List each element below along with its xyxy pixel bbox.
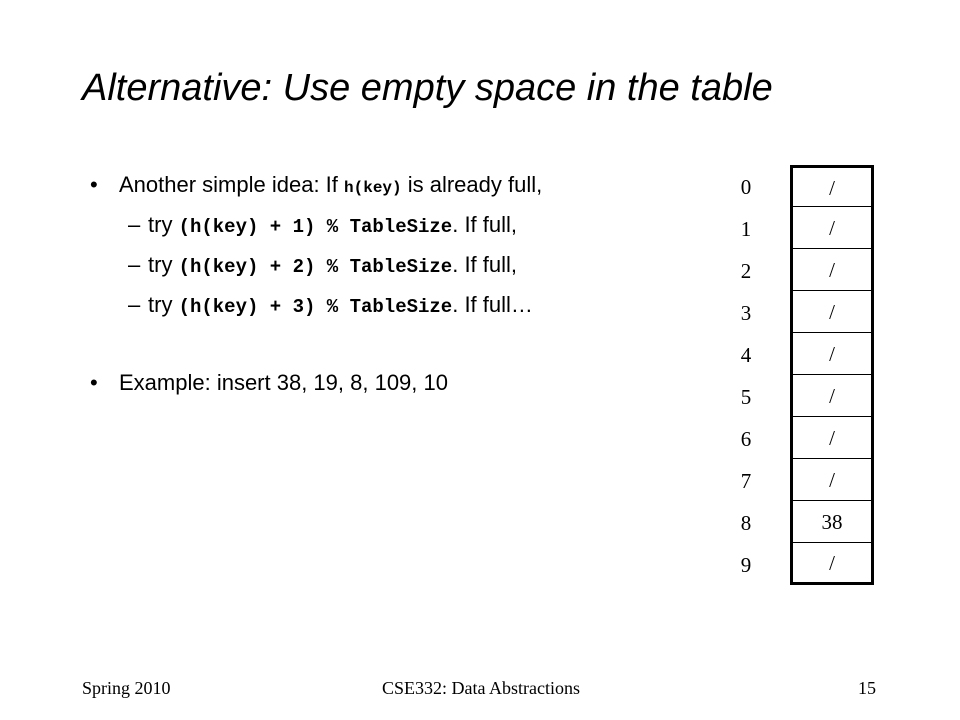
sub-suffix: . If full, <box>452 212 518 237</box>
sub-suffix: . If full, <box>452 252 518 277</box>
sub-dash: – <box>128 252 141 277</box>
bullet-prefix: Another simple idea: If <box>119 172 345 197</box>
sub-code: (h(key) + 3) % TableSize <box>178 296 453 318</box>
hash-cell: / <box>790 543 874 585</box>
footer-course: CSE332: Data Abstractions <box>382 678 580 698</box>
hash-index: 2 <box>740 259 752 283</box>
hash-index: 7 <box>740 469 752 493</box>
hash-index: 9 <box>740 553 752 577</box>
hash-index: 8 <box>740 511 752 535</box>
hash-cell: / <box>790 249 874 291</box>
hash-index: 0 <box>740 175 752 199</box>
hash-index: 6 <box>740 427 752 451</box>
bullet-dot: • <box>90 172 98 197</box>
sub-dash: – <box>128 212 141 237</box>
sub-code: (h(key) + 2) % TableSize <box>178 256 453 278</box>
sub-prefix: try <box>148 212 179 237</box>
footer-term: Spring 2010 <box>82 678 171 698</box>
hash-cell: / <box>790 165 874 207</box>
hash-cell: / <box>790 333 874 375</box>
sub-text <box>148 292 533 319</box>
hash-cell: / <box>790 291 874 333</box>
sub-dash: – <box>128 292 141 317</box>
hash-cell: / <box>790 459 874 501</box>
bullet-code: h(key) <box>344 179 402 197</box>
hash-index: 1 <box>740 217 752 241</box>
sub-code: (h(key) + 1) % TableSize <box>178 216 453 238</box>
hash-cell: / <box>790 207 874 249</box>
hash-cell: 38 <box>790 501 874 543</box>
hash-index: 4 <box>740 343 752 367</box>
hash-index: 3 <box>740 301 752 325</box>
hash-cell: / <box>790 417 874 459</box>
bullet-text: Example: insert 38, 19, 8, 109, 10 <box>119 370 448 395</box>
sub-prefix: try <box>148 292 179 317</box>
sub-text <box>148 252 517 279</box>
hash-index: 5 <box>740 385 752 409</box>
slide-number: 15 <box>858 678 876 698</box>
sub-prefix: try <box>148 252 179 277</box>
hash-cell: / <box>790 375 874 417</box>
sub-text <box>148 212 517 239</box>
slide-title: Alternative: Use empty space in the table <box>82 67 773 109</box>
bullet-dot: • <box>90 370 98 395</box>
sub-suffix: . If full… <box>452 292 533 317</box>
bullet-suffix: is already full, <box>401 172 543 197</box>
bullet-text <box>119 172 542 198</box>
